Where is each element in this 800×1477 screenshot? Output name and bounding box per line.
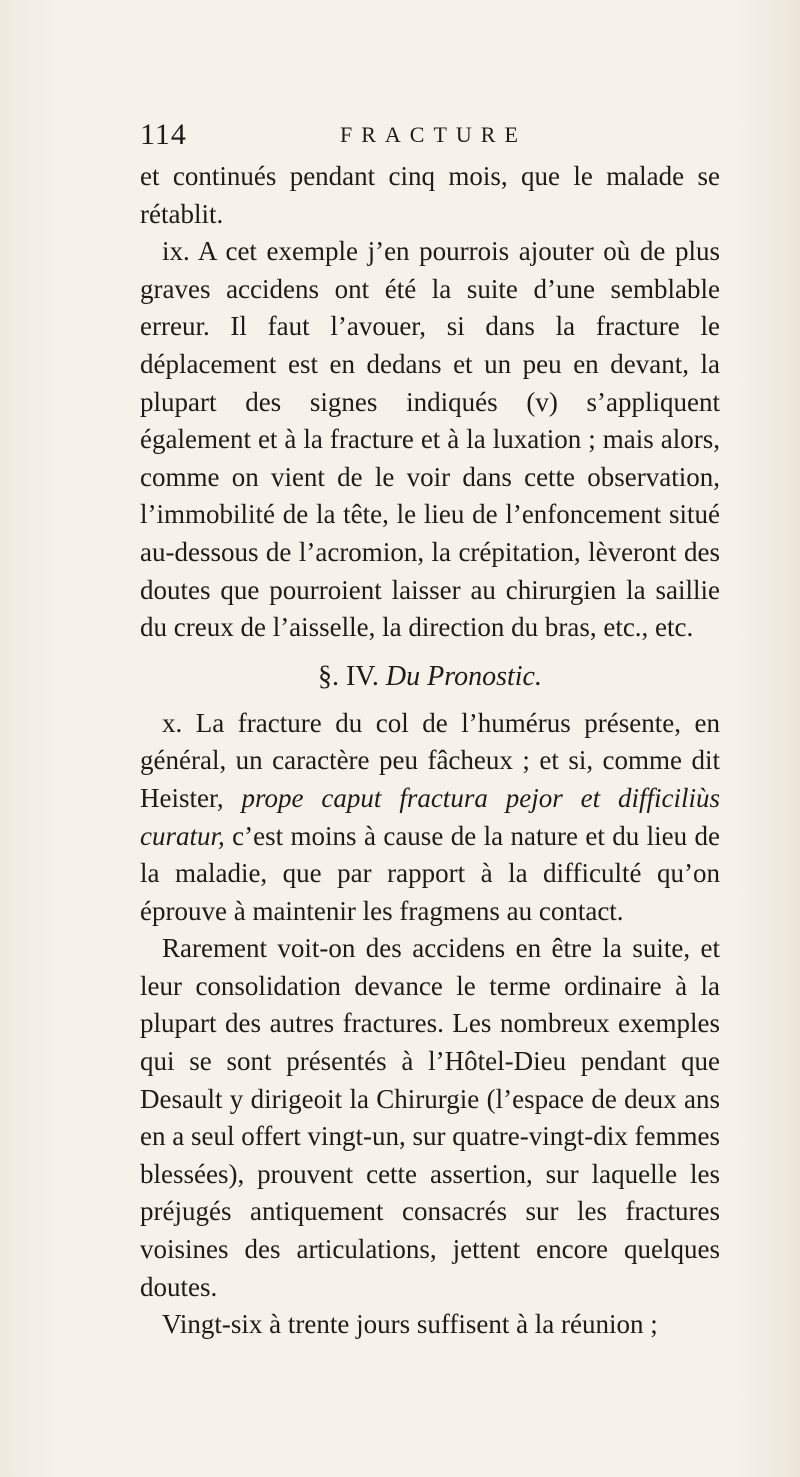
section-title: Du Pronostic. bbox=[385, 660, 542, 692]
paragraph-x-part-2: c’est moins à cause de la nature et du lieu de la maladie, que par rapport à la difficulté qu’on éprouve à maintenir les fragmens au contact. bbox=[140, 820, 720, 926]
latin-quote: prope caput fractura pejor et difficiliùs curatur, bbox=[140, 782, 720, 851]
section-mark: §. IV. bbox=[317, 660, 379, 692]
paragraph-x bbox=[140, 705, 720, 931]
page-number: 114 bbox=[140, 118, 187, 151]
paragraph-vingt-six: Vingt-six à trente jours suffisent à la réunion ; bbox=[162, 1309, 658, 1340]
section-heading bbox=[140, 657, 720, 697]
body-text bbox=[140, 158, 720, 1344]
paragraph-ix: ix. A cet exemple j’en pourrois ajouter où de plus graves accidens ont été la suite d’une semblable erreur. Il faut l’avouer, si dans la fracture le déplacement est en dedans et un peu en devant, la plupart des signes indiqués (v) s’appliquent également et à la fracture et à la luxation ; mais alors, comme on vient de le voir dans cette observation, l’immobilité de la tête, le lieu de l’enfoncement situé au-dessous de l’acromion, la crépitation, lèveront des doutes que pourroient laisser au chirurgien la saillie du creux de l’aisselle, la direction du bras, etc., etc. bbox=[140, 236, 720, 643]
paragraph-x-part-1: x. La fracture du col de l’humérus présente, en général, un caractère peu fâcheux ; et si, comme dit Heister, bbox=[140, 707, 720, 813]
page-header bbox=[140, 118, 720, 158]
paragraph-continuation: et continués pendant cinq mois, que le malade se rétablit. bbox=[140, 161, 720, 229]
paragraph-rarement: Rarement voit-on des accidens en être la suite, et leur consolidation devance le terme ordinaire à la plupart des autres fractures. Les nombreux exemples qui se sont présentés à l’Hôtel-Dieu pendant que Desault y dirigeoit la Chirurgie (l’espace de deux ans en a seul offert vingt-un, sur quatre-vingt-dix femmes blessées), prouvent cette assertion, sur laquelle les préjugés antiquement consacrés sur les fractures voisines des articulations, jettent encore quelques doutes. bbox=[140, 933, 720, 1302]
running-title: FRACTURE bbox=[340, 122, 527, 147]
